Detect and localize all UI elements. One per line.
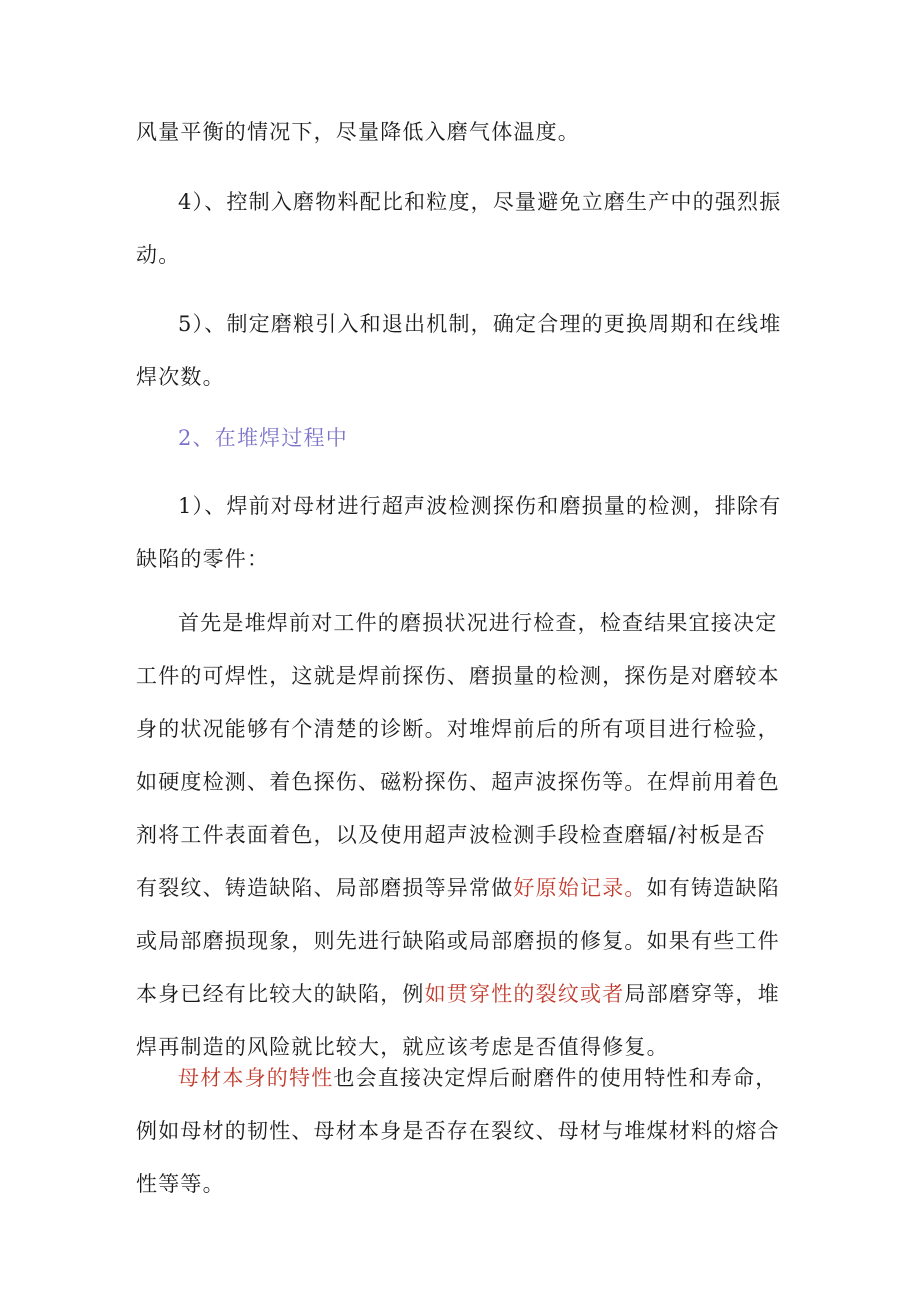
paragraph-inspection-text-3: 局部磨穿等，堆焊再制造的风险就比较大，就应该考虑是否值得修复。 [136,982,780,1059]
highlight-base-material: 母材本身的特性 [178,1066,334,1090]
paragraph-item-5: 5）、制定磨粮引入和退出机制，确定合理的更换周期和在线堆焊次数。 [136,312,782,389]
section-heading: 2、在堆焊过程中 [178,426,348,450]
paragraph-item-4: 4）、控制入磨物料配比和粒度，尽量避免立磨生产中的强烈振动。 [136,190,782,267]
paragraph-inspection-text-2: 如有铸造缺陷或局部磨损现象，则先进行缺陷或局部磨损的修复。如果有些工件本身已经有比较大的缺陷，例 [136,876,780,1006]
paragraph-base-material [136,1052,786,1211]
paragraph-item-1: 1）、焊前对母材进行超声波检测探伤和磨损量的检测，排除有缺陷的零件： [136,494,782,571]
paragraph-continuation: 风量平衡的情况下，尽量降低入磨气体温度。 [136,120,580,144]
highlight-original-record: 好原始记录。 [513,876,647,900]
paragraph-inspection [136,597,786,1074]
highlight-penetrating-crack: 如贯穿性的裂纹或者 [424,982,625,1006]
paragraph-inspection-text-1: 首先是堆焊前对工件的磨损状况进行检查，检查结果宜接决定工件的可焊性，这就是焊前探伤、磨损量的检测，探伤是对磨较本身的状况能够有个清楚的诊断。对堆焊前后的所有项目进行检验，如硬度检测、着色探伤、磁粉探伤、超声波探伤等。在焊前用着色剂将工件表面着色，以及使用超声波检测手段检查磨辐/衬板是否有裂纹、铸造缺陷、局部磨损等异常做 [136,611,780,900]
paragraph-base-material-text: 也会直接决定焊后耐磨件的使用特性和寿命，例如母材的韧性、母材本身是否存在裂纹、母材与堆煤材料的熔合性等等。 [136,1066,780,1196]
